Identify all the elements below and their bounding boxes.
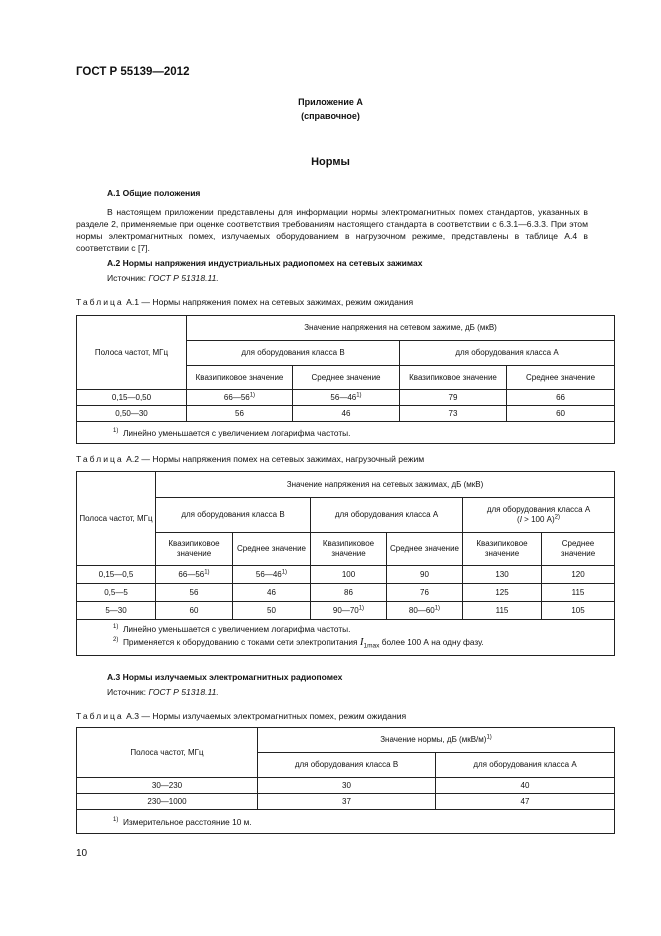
table-row [77,390,615,406]
table-a1-caption: Таблица А.1 — Нормы напряжения помех на сетевых зажимах, режим ожидания [76,297,414,307]
table-a2 [76,471,615,656]
col-header-qp: Квазипиковое значение [463,533,542,566]
table-a3 [76,727,615,834]
annex-status: (справочное) [301,111,360,121]
cell: 0,50—30 [77,406,187,422]
footnote-1: $^{1)}$ Линейно уменьшается с увеличением логарифма частоты. [113,623,351,634]
cell: 0,5—5 [77,584,156,602]
cell: 230—1000 [77,794,258,810]
cell: 30—230 [77,778,258,794]
col-header-qp: Квазипиковое значение [400,366,507,390]
cell: 79 [400,390,507,406]
cell: 100 [311,566,387,584]
cell: 120 [542,566,615,584]
col-header-class-a: для оборудования класса А [400,341,615,366]
cell: 105 [542,602,615,620]
a3-heading: А.3 Нормы излучаемых электромагнитных радиопомех [107,672,343,682]
cell: 56—46$^{1)}$ [233,566,311,584]
col-header-avg: Среднее значение [542,533,615,566]
page-number: 10 [76,848,88,859]
cell: 46 [233,584,311,602]
table-row [77,566,615,584]
document-header: ГОСТ Р 55139—2012 [76,66,190,78]
a3-source: Источник: ГОСТ Р 51318.11. [107,687,219,697]
col-header-qp: Квазипиковое значение [156,533,233,566]
col-header-qp: Квазипиковое значение [311,533,387,566]
cell: 0,15—0,50 [77,390,187,406]
cell: 56—46$^{1)}$ [293,390,400,406]
cell: 66 [507,390,615,406]
a2-source: Источник: ГОСТ Р 51318.11. [107,273,219,283]
cell: 115 [542,584,615,602]
col-header-class-b: для оборудования класса В [156,498,311,533]
col-header-avg: Среднее значение [293,366,400,390]
a2-heading: А.2 Нормы напряжения индустриальных радиопомех на сетевых зажимах [107,258,423,268]
cell: 90 [387,566,463,584]
cell: 47 [436,794,615,810]
col-header-avg: Среднее значение [507,366,615,390]
section-title: Нормы [311,156,350,168]
a1-heading: А.1 Общие положения [107,188,201,198]
cell: 30 [258,778,436,794]
cell: 60 [507,406,615,422]
table-row [77,602,615,620]
col-header-group: Значение напряжения на сетевом зажиме, дБ (мкВ) [187,316,615,341]
cell: 5—30 [77,602,156,620]
col-header-group: Значение нормы, дБ $(мкВ/м)^{1)}$ [258,728,615,753]
cell: 86 [311,584,387,602]
cell: 130 [463,566,542,584]
col-header-avg: Среднее значение [233,533,311,566]
cell: 37 [258,794,436,810]
cell: 76 [387,584,463,602]
cell: 50 [233,602,311,620]
table-row [77,794,615,810]
col-header-class-a: для оборудования класса А [311,498,463,533]
cell: 125 [463,584,542,602]
col-header-class-a-100: для оборудования класса А (I > 100 А)$^{2)}$ [463,498,615,533]
table-footnotes [77,620,615,656]
cell: 56 [187,406,293,422]
col-header-class-b: для оборудования класса В [258,753,436,778]
col-header-group: Значение напряжения на сетевых зажимах, дБ (мкВ) [156,472,615,498]
col-header-qp: Квазипиковое значение [187,366,293,390]
col-header-avg: Среднее значение [387,533,463,566]
col-header-freq: Полоса частот, МГц [77,728,258,778]
cell: 66—56$^{1)}$ [187,390,293,406]
col-header-class-a: для оборудования класса А [436,753,615,778]
table-row [77,406,615,422]
cell: 115 [463,602,542,620]
cell: 73 [400,406,507,422]
table-footnote: $^{1)}$ Измерительное расстояние 10 м. [77,810,615,834]
cell: 60 [156,602,233,620]
table-a3-caption: Таблица А.3 — Нормы излучаемых электромагнитных помех, режим ожидания [76,711,407,721]
footnote-2: $^{2)}$ Применяется к оборудованию с токами сети электропитания $I_{1max}$ более 100 А на одну фазу. [113,635,484,650]
col-header-class-b: для оборудования класса В [187,341,400,366]
cell: 0,15—0,5 [77,566,156,584]
a1-paragraph: В настоящем приложении представлены для информации нормы электромагнитных помех стандартов, указанных в разделе 2, применяемые при оценке соответствия требованиям настоящего стандарта в соответствии с 6.3.1—6.3.3. При этом нормы электромагнитных помех, излучаемых оборудованием в нагрузочном режиме, представлены в таблице А.4 в соответствии с [7]. [76,207,588,253]
annex-label [0,95,661,123]
cell: 66—56$^{1)}$ [156,566,233,584]
table-row [77,778,615,794]
table-footnote: $^{1)}$ Линейно уменьшается с увеличением логарифма частоты. [77,422,615,444]
col-header-freq: Полоса частот, МГц [77,316,187,390]
table-row [77,584,615,602]
col-header-freq: Полоса частот, МГц [77,472,156,566]
cell: 56 [156,584,233,602]
cell: 80—60$^{1)}$ [387,602,463,620]
table-a1 [76,315,615,444]
cell: 46 [293,406,400,422]
table-a2-caption: Таблица А.2 — Нормы напряжения помех на сетевых зажимах, нагрузочный режим [76,454,425,464]
cell: 40 [436,778,615,794]
annex-title: Приложение А [298,97,363,107]
cell: 90—70$^{1)}$ [311,602,387,620]
